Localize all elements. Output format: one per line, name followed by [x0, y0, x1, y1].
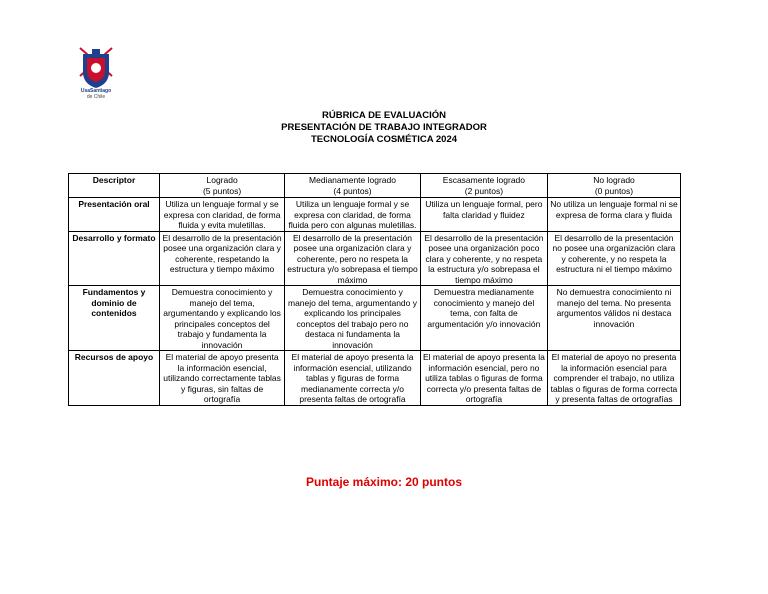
row-descriptor: Recursos de apoyo: [69, 351, 160, 406]
table-cell: El material de apoyo presenta la información esencial, utilizando correctamente tablas y figuras, sin faltas de ortografía: [160, 351, 285, 406]
crest-icon: [80, 48, 112, 88]
table-header-row: [69, 174, 681, 198]
header-logrado: Logrado (5 puntos): [160, 174, 285, 198]
rubric-table: [68, 173, 681, 406]
title-line-1: RÚBRICA DE EVALUACIÓN: [321, 110, 447, 121]
table-cell: El material de apoyo no presenta la información esencial para comprender el trabajo, no utiliza tablas o figuras de forma correcta y presenta faltas de ortografías: [547, 351, 680, 406]
max-score-note: Puntaje máximo: 20 puntos: [305, 475, 463, 489]
table-cell: El material de apoyo presenta la información esencial, pero no utiliza tablas o figuras de forma correcta y/o presenta faltas de ortografía: [420, 351, 547, 406]
title-line-2: PRESENTACIÓN DE TRABAJO INTEGRADOR: [281, 122, 487, 133]
table-row: [69, 351, 681, 406]
document-title: [0, 110, 768, 146]
table-cell: El desarrollo de la presentación posee una organización clara y coherente, respetando la estructura y tiempo máximo: [160, 231, 285, 286]
title-line-3: TECNOLOGÍA COSMÉTICA 2024: [310, 134, 458, 145]
header-escasamente-logrado: Escasamente logrado (2 puntos): [420, 174, 547, 198]
table-row: [69, 286, 681, 351]
table-row: [69, 198, 681, 232]
table-cell: No demuestra conocimiento ni manejo del tema. No presenta argumentos válidos ni destaca innovación: [547, 286, 680, 351]
table-cell: El desarrollo de la presentación posee una organización clara y coherente, pero no respeta la estructura y/o sobrepasa el tiempo máximo: [285, 231, 421, 286]
table-cell: Utiliza un lenguaje formal y se expresa con claridad, de forma fluida y evita muletillas.: [160, 198, 285, 232]
table-cell: El desarrollo de la presentación posee una organización poco clara y coherente, y no respeta la estructura y/o sobrepasa el tiempo máximo: [420, 231, 547, 286]
table-cell: Demuestra conocimiento y manejo del tema, argumentando y explicando los principales conceptos del trabajo pero no destaca ni fundamenta la innovación: [285, 286, 421, 351]
table-cell: Utiliza un lenguaje formal, pero falta claridad y fluidez: [420, 198, 547, 232]
header-descriptor: Descriptor: [69, 174, 160, 198]
table-cell: No utiliza un lenguaje formal ni se expresa de forma clara y fluida: [547, 198, 680, 232]
row-descriptor: Fundamentos y dominio de contenidos: [69, 286, 160, 351]
row-descriptor: Presentación oral: [69, 198, 160, 232]
table-cell: El desarrollo de la presentación no posee una organización clara y coherente, y no respeta la estructura ni el tiempo máximo: [547, 231, 680, 286]
header-no-logrado: No logrado (0 puntos): [547, 174, 680, 198]
university-logo-text: UsaSantiago de Chile: [80, 88, 112, 100]
table-row: [69, 231, 681, 286]
row-descriptor: Desarrollo y formato: [69, 231, 160, 286]
table-cell: Utiliza un lenguaje formal y se expresa con claridad, de forma fluida pero con algunas muletillas.: [285, 198, 421, 232]
header-medianamente-logrado: Medianamente logrado (4 puntos): [285, 174, 421, 198]
table-cell: El material de apoyo presenta la información esencial, utilizando tablas y figuras de forma medianamente correcta y/o presenta faltas de ortografía: [285, 351, 421, 406]
table-cell: Demuestra medianamente conocimiento y manejo del tema, con falta de argumentación y/o innovación: [420, 286, 547, 351]
table-cell: Demuestra conocimiento y manejo del tema, argumentando y explicando los principales conceptos del trabajo y fundamenta la innovación: [160, 286, 285, 351]
